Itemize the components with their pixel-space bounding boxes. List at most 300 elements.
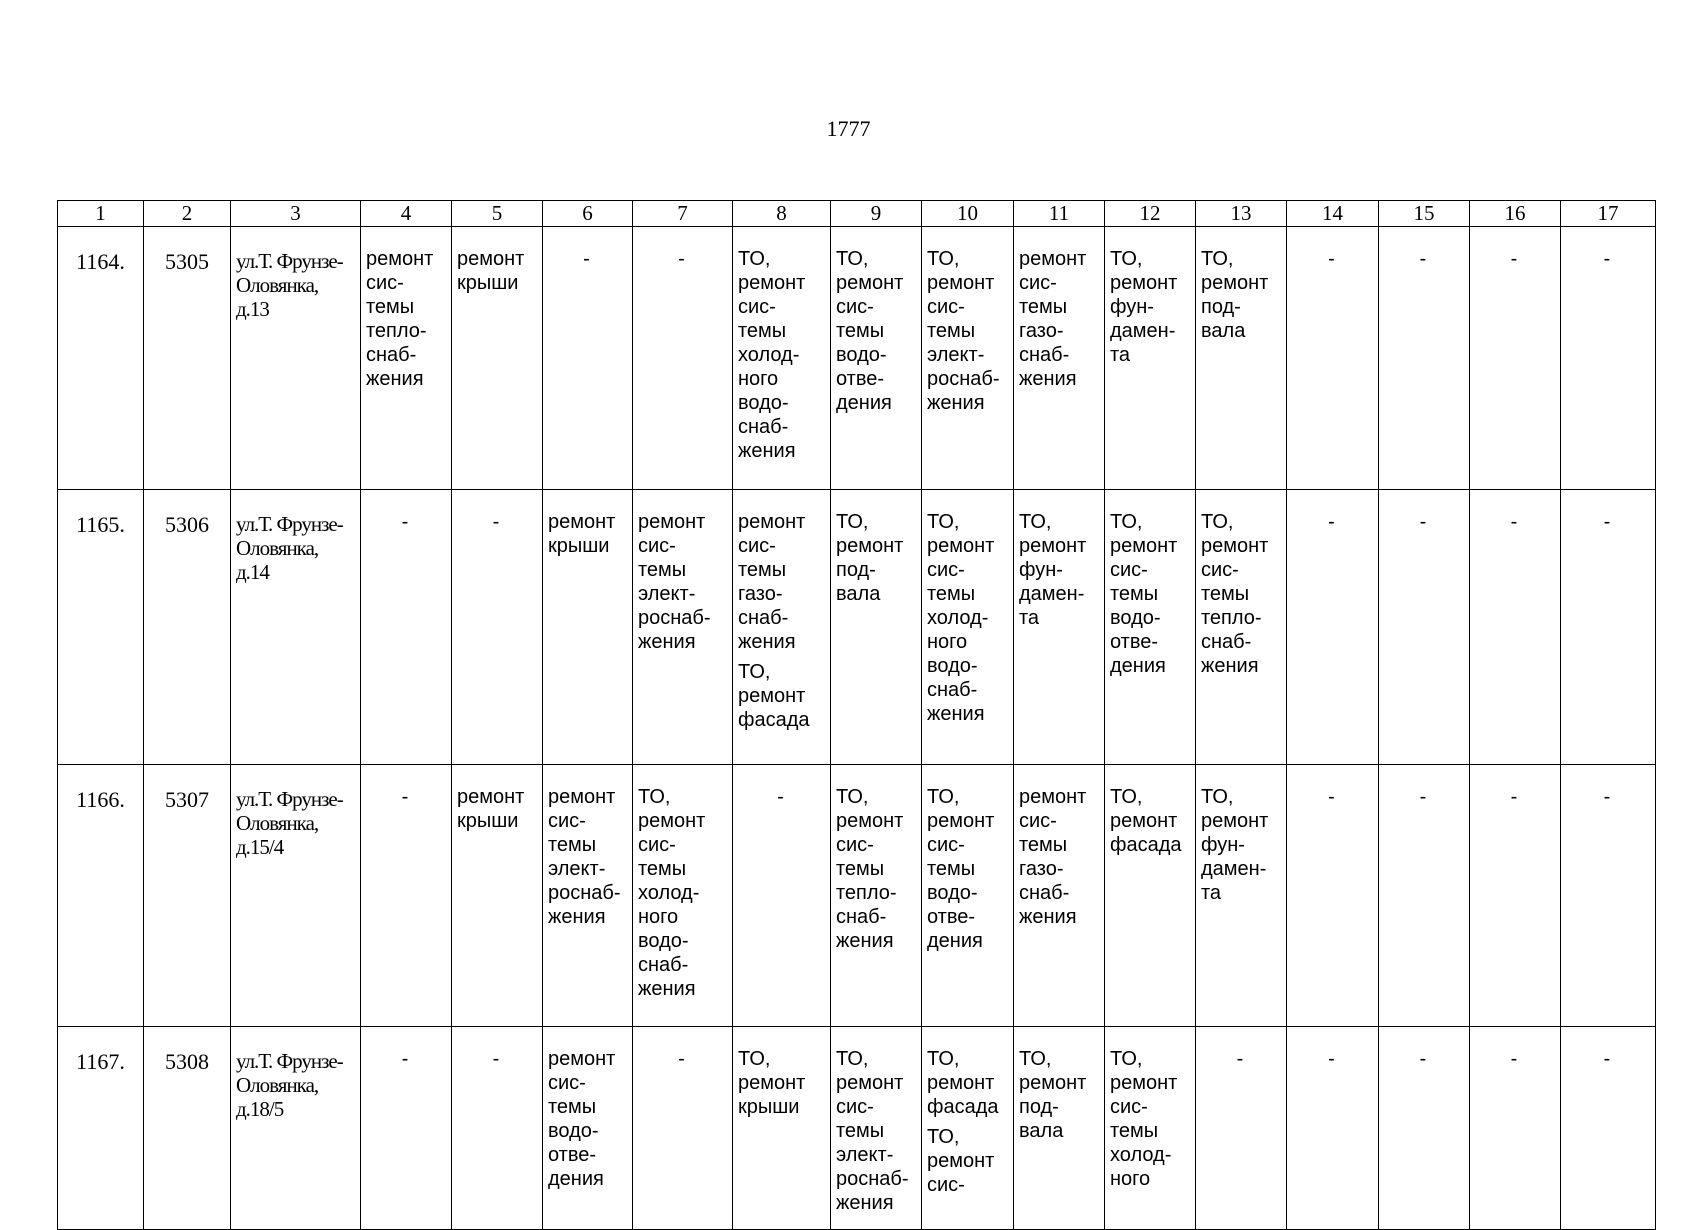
work-line: элект- [638,583,696,605]
column-header: 17 [1561,201,1656,227]
work-line: ТО, [1201,786,1234,808]
table-row [58,1027,1656,1230]
address-line: д.18/5 [236,1097,284,1121]
work-line: ремонт [738,511,806,533]
work-line: темы [366,296,415,318]
work-line: ТО, [1201,511,1234,533]
address-cell [231,765,361,1027]
work-cell [733,490,831,765]
address-line: ул.Т. Фрунзе- [236,1049,343,1073]
work-line: фасада [738,709,810,731]
work-line: ТО, [927,248,960,270]
work-line: отве- [836,368,885,390]
work-entry [366,247,449,391]
work-line: жения [927,392,985,414]
column-header: 7 [633,201,733,227]
work-cell [1196,227,1287,490]
work-line: водо- [638,930,689,952]
work-line: ТО, [1110,511,1143,533]
work-line: темы [638,858,687,880]
work-line: сис- [548,810,586,832]
repair-schedule-table [57,200,1656,1230]
column-header: 5 [452,201,543,227]
work-line: дамен- [1019,583,1085,605]
empty-work-cell: - [1470,765,1561,1027]
work-line: роснаб- [548,882,621,904]
empty-work-cell: - [1287,490,1379,765]
work-line: ТО, [836,511,869,533]
work-entry [836,1047,919,1215]
address-line: Оловянка, [236,536,319,560]
work-line: сис- [927,1174,965,1196]
work-line: водо- [738,392,789,414]
empty-work-cell: - [452,1027,543,1230]
work-line: ремонт [927,810,995,832]
work-line: снаб- [738,607,789,629]
column-header: 9 [831,201,922,227]
work-entry [1201,247,1284,343]
work-line: ТО, [836,248,869,270]
work-line: ного [927,631,968,653]
column-header: 3 [231,201,361,227]
work-entry [457,785,540,833]
work-line: жения [1019,368,1077,390]
work-line: ремонт [927,535,995,557]
work-line: ремонт [1019,786,1087,808]
work-cell [633,490,733,765]
work-line: сис- [836,834,874,856]
column-header: 1 [58,201,144,227]
work-line: сис- [927,296,965,318]
work-cell [733,227,831,490]
work-entry [457,247,540,295]
work-line: ного [1110,1168,1151,1190]
work-line: ного [638,906,679,928]
address-line: д.14 [236,560,269,584]
work-cell [1105,490,1196,765]
work-line: ремонт [457,248,525,270]
work-line: ремонт [927,1072,995,1094]
row-number: 1164. [58,227,144,490]
work-cell [1014,227,1105,490]
work-line: снаб- [638,954,689,976]
work-line: сис- [638,535,676,557]
work-entry [738,247,828,463]
work-cell [831,227,922,490]
work-line: ремонт [836,810,904,832]
work-line: сис- [836,296,874,318]
address-line: Оловянка, [236,1073,319,1097]
work-line: под- [1019,1096,1059,1118]
work-line: жения [366,368,424,390]
work-entry [548,1047,630,1191]
work-entry [548,510,630,558]
work-line: снаб- [366,344,417,366]
work-line: фун- [1110,296,1154,318]
empty-work-cell: - [633,227,733,490]
column-header: 12 [1105,201,1196,227]
column-header: 2 [144,201,231,227]
work-line: сис- [927,834,965,856]
column-header: 8 [733,201,831,227]
work-cell [452,227,543,490]
building-id: 5307 [144,765,231,1027]
row-number: 1165. [58,490,144,765]
column-header: 11 [1014,201,1105,227]
work-line: жения [927,703,985,725]
empty-work-cell: - [1287,765,1379,1027]
work-line: вала [836,583,881,605]
column-header: 15 [1379,201,1470,227]
work-line: дения [1110,655,1166,677]
address-line: ул.Т. Фрунзе- [236,787,343,811]
work-entry [927,510,1011,726]
work-line: сис- [738,535,776,557]
work-line: ремонт [548,511,616,533]
work-entry [1019,785,1102,929]
work-cell [1196,490,1287,765]
work-line: крыши [548,535,610,557]
work-line: тепло- [836,882,897,904]
work-line: ного [738,368,779,390]
work-cell [633,765,733,1027]
building-id: 5306 [144,490,231,765]
work-entry [836,785,919,953]
work-entry [836,510,919,606]
work-line: водо- [1110,607,1161,629]
empty-work-cell: - [1561,1027,1656,1230]
work-entry [1110,510,1193,678]
empty-work-cell: - [543,227,633,490]
empty-work-cell: - [1287,1027,1379,1230]
work-line: ТО, [1019,511,1052,533]
empty-work-cell: - [1561,227,1656,490]
work-line: ТО, [1110,786,1143,808]
work-line: сис- [638,834,676,856]
address-line: ул.Т. Фрунзе- [236,512,343,536]
work-line: отве- [927,906,976,928]
row-number: 1167. [58,1027,144,1230]
column-header: 10 [922,201,1014,227]
work-line: ТО, [927,1126,960,1148]
address-cell [231,1027,361,1230]
address-line: Оловянка, [236,811,319,835]
work-cell [1014,765,1105,1027]
work-line: ТО, [1019,1048,1052,1070]
work-line: ремонт [1201,810,1269,832]
work-line: темы [738,559,787,581]
work-line: отве- [548,1144,597,1166]
work-line: дамен- [1110,320,1176,342]
work-line: снаб- [927,679,978,701]
work-line: роснаб- [836,1168,909,1190]
work-cell [922,490,1014,765]
work-line: ремонт [836,272,904,294]
work-line: ТО, [927,1048,960,1070]
empty-work-cell: - [1470,490,1561,765]
work-line: водо- [836,344,887,366]
work-entry [1201,785,1284,905]
work-entry [927,1047,1011,1119]
work-cell [543,490,633,765]
work-line: ТО, [927,511,960,533]
address-line: ул.Т. Фрунзе- [236,249,343,273]
work-line: темы [1019,296,1068,318]
work-line: ремонт [548,786,616,808]
work-entry [1019,247,1102,391]
work-line: фасада [1110,834,1182,856]
address-line: Оловянка, [236,273,319,297]
empty-work-cell: - [361,765,452,1027]
empty-work-cell: - [1561,765,1656,1027]
column-header: 16 [1470,201,1561,227]
work-line: сис- [1019,810,1057,832]
work-line: жения [1019,906,1077,928]
work-entry [1201,510,1284,678]
work-line: сис- [738,296,776,318]
work-line: ремонт [366,248,434,270]
work-line: роснаб- [638,607,711,629]
work-line: та [1201,882,1222,904]
work-line: ремонт [836,1072,904,1094]
work-line: темы [1110,583,1159,605]
work-line: ТО, [836,786,869,808]
work-cell [1196,765,1287,1027]
empty-work-cell: - [633,1027,733,1230]
work-line: ремонт [1110,1072,1178,1094]
work-line: сис- [927,559,965,581]
work-line: ремонт [836,535,904,557]
work-entry [927,785,1011,953]
work-line: вала [1019,1120,1064,1142]
work-line: вала [1201,320,1246,342]
work-line: фасада [927,1096,999,1118]
work-line: темы [1110,1120,1159,1142]
work-line: газо- [1019,858,1064,880]
empty-work-cell: - [361,490,452,765]
work-line: снаб- [1201,631,1252,653]
column-header: 14 [1287,201,1379,227]
building-id: 5308 [144,1027,231,1230]
work-cell [922,765,1014,1027]
work-line: ремонт [738,272,806,294]
work-line: темы [1201,583,1250,605]
work-line: ремонт [1110,535,1178,557]
work-entry [638,510,730,654]
work-line: ТО, [927,786,960,808]
work-line: роснаб- [927,368,1000,390]
work-line: жения [836,930,894,952]
work-line: ремонт [548,1048,616,1070]
empty-work-cell: - [1470,227,1561,490]
work-line: дения [927,930,983,952]
work-line: сис- [1110,559,1148,581]
work-entry [1110,1047,1193,1191]
work-line: ремонт [927,1150,995,1172]
work-line: жения [1201,655,1259,677]
work-line: снаб- [738,416,789,438]
work-line: водо- [548,1120,599,1142]
work-cell [1014,1027,1105,1230]
work-line: ТО, [738,661,771,683]
work-line: крыши [457,810,519,832]
work-line: элект- [927,344,985,366]
work-line: сис- [1110,1096,1148,1118]
work-line: темы [927,583,976,605]
page-number: 1777 [826,116,871,141]
work-entry [1019,1047,1102,1143]
work-entry [1019,510,1102,630]
work-line: снаб- [1019,882,1070,904]
work-line: темы [1019,834,1068,856]
empty-work-cell: - [1379,227,1470,490]
address-line: д.13 [236,297,269,321]
work-cell [1014,490,1105,765]
empty-work-cell: - [1379,1027,1470,1230]
work-line: под- [1201,296,1241,318]
work-line: та [1019,607,1040,629]
work-line: тепло- [1201,607,1262,629]
work-line: ремонт [738,685,806,707]
work-cell [733,1027,831,1230]
work-entry [738,660,828,732]
row-number: 1166. [58,765,144,1027]
empty-work-cell: - [1470,1027,1561,1230]
work-line: темы [638,559,687,581]
work-line: ремонт [1201,272,1269,294]
work-line: сис- [1201,559,1239,581]
work-line: жения [548,906,606,928]
work-line: сис- [548,1072,586,1094]
empty-work-cell: - [1561,490,1656,765]
work-line: ремонт [457,786,525,808]
work-line: холод- [1110,1144,1172,1166]
work-cell [831,490,922,765]
empty-work-cell: - [361,1027,452,1230]
work-cell [1105,227,1196,490]
work-line: сис- [836,1096,874,1118]
work-entry [1110,785,1193,857]
empty-work-cell: - [1287,227,1379,490]
work-entry [738,510,828,654]
work-line: ТО, [836,1048,869,1070]
table-row [58,227,1656,490]
work-entry [927,247,1011,415]
work-cell [452,765,543,1027]
address-cell [231,490,361,765]
column-header: 6 [543,201,633,227]
empty-work-cell: - [1196,1027,1287,1230]
address-line: д.15/4 [236,835,284,859]
work-line: темы [836,858,885,880]
empty-work-cell: - [1379,490,1470,765]
work-cell [361,227,452,490]
work-entry [548,785,630,929]
work-line: ремонт [1019,535,1087,557]
work-line: ТО, [738,248,771,270]
work-line: холод- [738,344,800,366]
work-line: ремонт [927,272,995,294]
work-line: отве- [1110,631,1159,653]
work-cell [831,1027,922,1230]
work-line: ремонт [738,1072,806,1094]
work-line: газо- [1019,320,1064,342]
work-cell [831,765,922,1027]
work-line: газо- [738,583,783,605]
work-line: холод- [638,882,700,904]
work-cell [543,765,633,1027]
work-line: ремонт [638,810,706,832]
work-line: тепло- [366,320,427,342]
work-cell [922,227,1014,490]
work-entry [738,1047,828,1119]
work-line: темы [548,1096,597,1118]
work-line: та [1110,344,1131,366]
work-line: крыши [738,1096,800,1118]
work-line: элект- [548,858,606,880]
work-line: сис- [366,272,404,294]
work-line: под- [836,559,876,581]
work-line: темы [836,1120,885,1142]
work-line: жения [738,440,796,462]
empty-work-cell: - [1379,765,1470,1027]
work-line: дамен- [1201,858,1267,880]
table-row [58,765,1656,1027]
work-line: снаб- [836,906,887,928]
work-entry [927,1125,1011,1197]
work-line: дения [836,392,892,414]
work-line: темы [548,834,597,856]
work-line: жения [836,1192,894,1214]
empty-work-cell: - [733,765,831,1027]
work-line: фун- [1201,834,1245,856]
work-cell [1105,765,1196,1027]
address-cell [231,227,361,490]
work-line: фун- [1019,559,1063,581]
work-line: ТО, [738,1048,771,1070]
work-line: элект- [836,1144,894,1166]
column-number-row [58,201,1656,227]
work-line: ТО, [638,786,671,808]
work-line: ремонт [638,511,706,533]
work-cell [922,1027,1014,1230]
column-header: 13 [1196,201,1287,227]
work-line: темы [836,320,885,342]
work-line: ремонт [1110,810,1178,832]
work-entry [1110,247,1193,367]
table-row [58,490,1656,765]
work-line: ТО, [1110,1048,1143,1070]
work-line: водо- [927,655,978,677]
work-entry [836,247,919,415]
building-id: 5305 [144,227,231,490]
work-line: сис- [1019,272,1057,294]
work-line: снаб- [1019,344,1070,366]
work-line: жения [638,631,696,653]
work-line: дения [548,1168,604,1190]
work-line: ТО, [1201,248,1234,270]
work-line: темы [927,320,976,342]
work-line: холод- [927,607,989,629]
work-line: темы [738,320,787,342]
work-line: ремонт [1019,1072,1087,1094]
work-line: ремонт [1019,248,1087,270]
work-line: жения [638,978,696,1000]
work-line: жения [738,631,796,653]
empty-work-cell: - [452,490,543,765]
work-cell [1105,1027,1196,1230]
work-line: ремонт [1201,535,1269,557]
